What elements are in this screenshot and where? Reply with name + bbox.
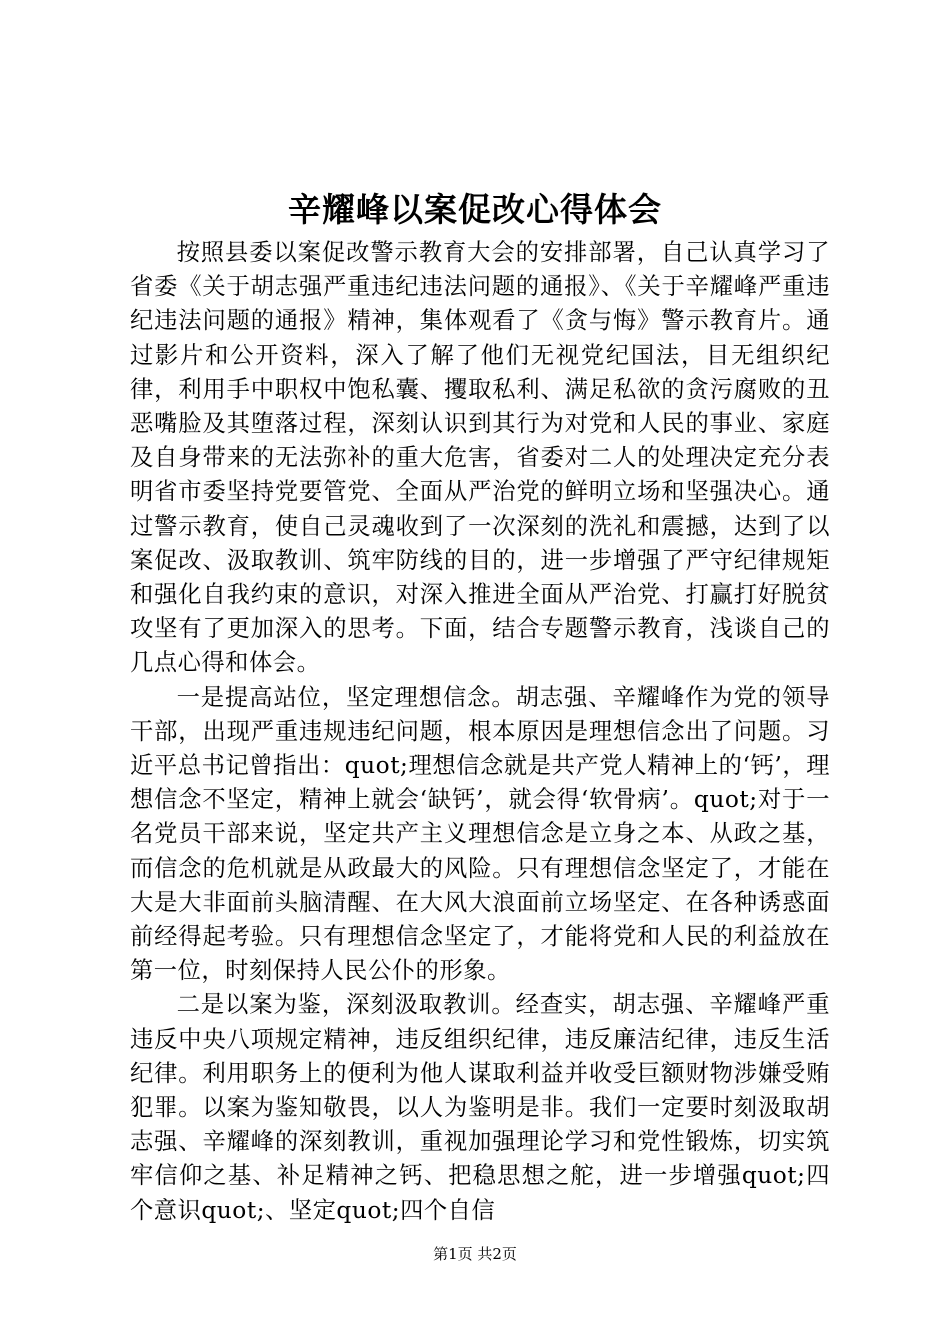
document-title: 辛耀峰以案促改心得体会 <box>288 190 662 229</box>
page-number-footer: 第1页 共2页 <box>433 1245 517 1263</box>
paragraph-point-two: 二是以案为鉴，深刻汲取教训。经查实，胡志强、辛耀峰严重违反中央八项规定精神，违反组织纪律，违反廉洁纪律，违反生活纪律。利用职务上的便利为他人谋取利益并收受巨额财物涉嫌受贿犯罪。以案为鉴知敬畏，以人为鉴明是非。我们一定要时刻汲取胡志强、辛耀峰的深刻教训，重视加强理论学习和党性锻炼，切实筑牢信仰之基、补足精神之钙、把稳思想之舵，进一步增强quot;四个意识quot;、坚定quot;四个自信 <box>130 991 830 1224</box>
paragraph-point-one: 一是提高站位，坚定理想信念。胡志强、辛耀峰作为党的领导干部，出现严重违规违纪问题，根本原因是理想信念出了问题。习近平总书记曾指出：quot;理想信念就是共产党人精神上的‘钙’，理想信念不坚定，精神上就会‘缺钙’，就会得‘软骨病’。quot;对于一名党员干部来说，坚定共产主义理想信念是立身之本、从政之基，而信念的危机就是从政最大的风险。只有理想信念坚定了，才能在大是大非面前头脑清醒、在大风大浪面前立场坚定、在各种诱惑面前经得起考验。只有理想信念坚定了，才能将党和人民的利益放在第一位，时刻保持人民公仆的形象。 <box>130 683 830 985</box>
document-body <box>130 236 830 1228</box>
paragraph-intro: 按照县委以案促改警示教育大会的安排部署，自己认真学习了省委《关于胡志强严重违纪违法问题的通报》、《关于辛耀峰严重违纪违法问题的通报》精神，集体观看了《贪与悔》警示教育片。通过影片和公开资料，深入了解了他们无视党纪国法，目无组织纪律，利用手中职权中饱私囊、攫取私利、满足私欲的贪污腐败的丑恶嘴脸及其堕落过程，深刻认识到其行为对党和人民的事业、家庭及自身带来的无法弥补的重大危害，省委对二人的处理决定充分表明省市委坚持党要管党、全面从严治党的鲜明立场和坚强决心。通过警示教育，使自己灵魂收到了一次深刻的洗礼和震撼，达到了以案促改、汲取教训、筑牢防线的目的，进一步增强了严守纪律规矩和强化自我约束的意识，对深入推进全面从严治党、打赢打好脱贫攻坚有了更加深入的思考。下面，结合专题警示教育，浅谈自己的几点心得和体会。 <box>130 239 830 677</box>
